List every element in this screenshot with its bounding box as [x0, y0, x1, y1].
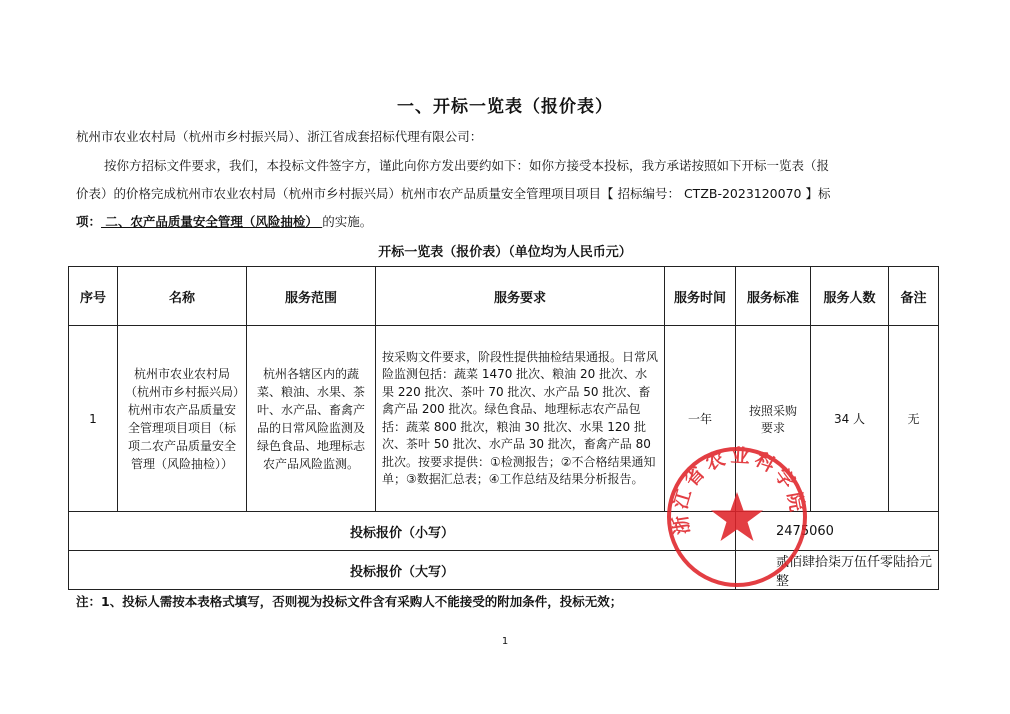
page-number: 1 — [501, 636, 509, 647]
lot-prefix: 项： — [76, 214, 102, 229]
total-lower-row — [69, 512, 939, 551]
cell-name: 杭州市农业农村局（杭州市乡村振兴局）杭州市农产品质量安全管理项目项目（标项二农产品质量安全管理（风险抽检）） — [118, 326, 247, 512]
body-line-1: 按你方招标文件要求，我们，本投标文件签字方，谨此向你方发出要约如下：如你方接受本投标，我方承诺按照如下开标一览表（报 — [104, 158, 830, 173]
lot-name: 二、农产品质量安全管理（风险抽检） — [101, 214, 323, 229]
cell-standard: 按照采购要求 — [736, 326, 811, 512]
header-time: 服务时间 — [665, 267, 736, 326]
total-lower-value: 2475060 — [736, 512, 939, 551]
total-upper-row — [69, 551, 939, 590]
footnote: 注：1、投标人需按本表格式填写，否则视为投标文件含有采购人不能接受的附加条件，投标无效； — [76, 594, 623, 609]
body-line-3 — [76, 212, 372, 230]
header-scope: 服务范围 — [247, 267, 376, 326]
header-name: 名称 — [118, 267, 247, 326]
bid-price-table — [68, 266, 939, 590]
header-no: 序号 — [69, 267, 118, 326]
total-upper-label: 投标报价（大写） — [69, 551, 736, 590]
page-title: 一、开标一览表（报价表） — [397, 97, 613, 117]
header-standard: 服务标准 — [736, 267, 811, 326]
table-row — [69, 326, 939, 512]
total-upper-value: 贰佰肆拾柒万伍仟零陆拾元整 — [736, 551, 939, 590]
header-remark: 备注 — [889, 267, 939, 326]
lot-suffix: 的实施。 — [322, 214, 373, 229]
cell-people: 34 人 — [811, 326, 889, 512]
body-line-2: 价表）的价格完成杭州市农业农村局（杭州市乡村振兴局）杭州市农产品质量安全管理项目项目【 招标编号： CTZB-2023120070 】标 — [76, 186, 831, 201]
header-people: 服务人数 — [811, 267, 889, 326]
cell-requirement: 按采购文件要求，阶段性提供抽检结果通报。日常风险监测包括：蔬菜 1470 批次、粮油 20 批次、水果 220 批次、茶叶 70 批次、水产品 50 批次、畜禽产品 200 批次。绿色食品、地理标志农产品包括：蔬菜 800 批次，粮油 30 批次、水果 120 批次、茶叶 50 批次、水产品 30 批次，畜禽产品 80 批次。按要求提供：①检测报告；②不合格结果通知单；③数据汇总表；④工作总结及结果分析报告。 — [376, 326, 665, 512]
header-requirement: 服务要求 — [376, 267, 665, 326]
cell-scope: 杭州各辖区内的蔬菜、粮油、水果、茶叶、水产品、畜禽产品的日常风险监测及绿色食品、地理标志农产品风险监测。 — [247, 326, 376, 512]
table-caption: 开标一览表（报价表）（单位均为人民币元） — [378, 245, 632, 260]
cell-time: 一年 — [665, 326, 736, 512]
seal-text-path: 浙江省农业科学院 — [668, 444, 809, 536]
addressee-line: 杭州市农业农村局（杭州市乡村振兴局）、浙江省成套招标代理有限公司： — [76, 129, 483, 144]
table-header-row — [69, 267, 939, 326]
cell-remark: 无 — [889, 326, 939, 512]
cell-no: 1 — [69, 326, 118, 512]
total-lower-label: 投标报价（小写） — [69, 512, 736, 551]
